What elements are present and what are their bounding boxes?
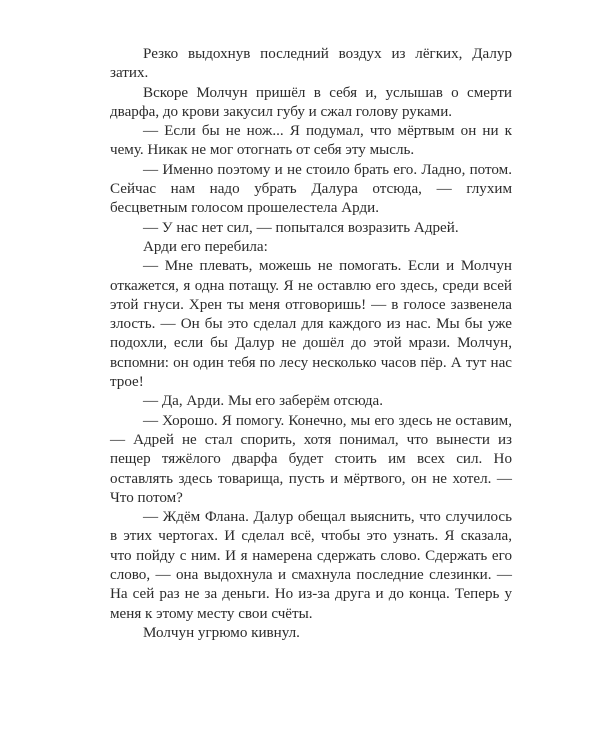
paragraph: — У нас нет сил, — попытался возразить Адрей. bbox=[143, 219, 459, 236]
paragraph: Арди его перебила: bbox=[143, 238, 268, 255]
paragraph: — Да, Арди. Мы его заберём отсюда. bbox=[143, 393, 384, 410]
paragraph: — Мне плевать, можешь не помогать. Если и Молчун откажется, я одна потащу. Я не оставлю его здесь, среди всей этой гнуси. Хрен ты меня отговоришь! — в голосе зазвенела злость. — Он бы это сделал для каждого из нас. Мы бы уже подохли, если бы Далур не дошёл до этой мрази. Молчун, вспомни: он один тебя по лесу несколько часов пёр. А тут нас трое! bbox=[110, 258, 512, 391]
paragraph: — Хорошо. Я помогу. Конечно, мы его здесь не оставим, — Адрей не стал спорить, хотя понимал, что вынести из пещер тяжёлого дварфа будет стоить им всех сил. Но оставлять здесь товарища, пусть и мёртвого, он не хотел. — Что потом? bbox=[110, 412, 512, 506]
paragraph: — Если бы не нож... Я подумал, что мёртвым он ни к чему. Никак не мог отогнать от себя эту мысль. bbox=[110, 123, 512, 159]
paragraph: — Ждём Флана. Далур обещал выяснить, что случилось в этих чертогах. И сделал всё, чтобы это узнать. Я сказала, что пойду с ним. И я намерена сдержать слово. Сдержать его слово, — она выдохнула и смахнула последние слезинки. — На сей раз не за деньги. Но из-за друга и до конца. Теперь у меня к этому месту свои счёты. bbox=[110, 509, 512, 622]
paragraph: — Именно поэтому и не стоило брать его. Ладно, потом. Сейчас нам надо убрать Далура отсюда, — глухим бесцветным голосом прошелестела Арди. bbox=[110, 161, 512, 217]
paragraph: Резко выдохнув последний воздух из лёгких, Далур затих. bbox=[110, 46, 512, 82]
paragraph: Молчун угрюмо кивнул. bbox=[143, 624, 300, 641]
paragraph: Вскоре Молчун пришёл в себя и, услышав о смерти дварфа, до крови закусил губу и сжал голову руками. bbox=[110, 84, 512, 120]
page-text bbox=[110, 45, 512, 643]
